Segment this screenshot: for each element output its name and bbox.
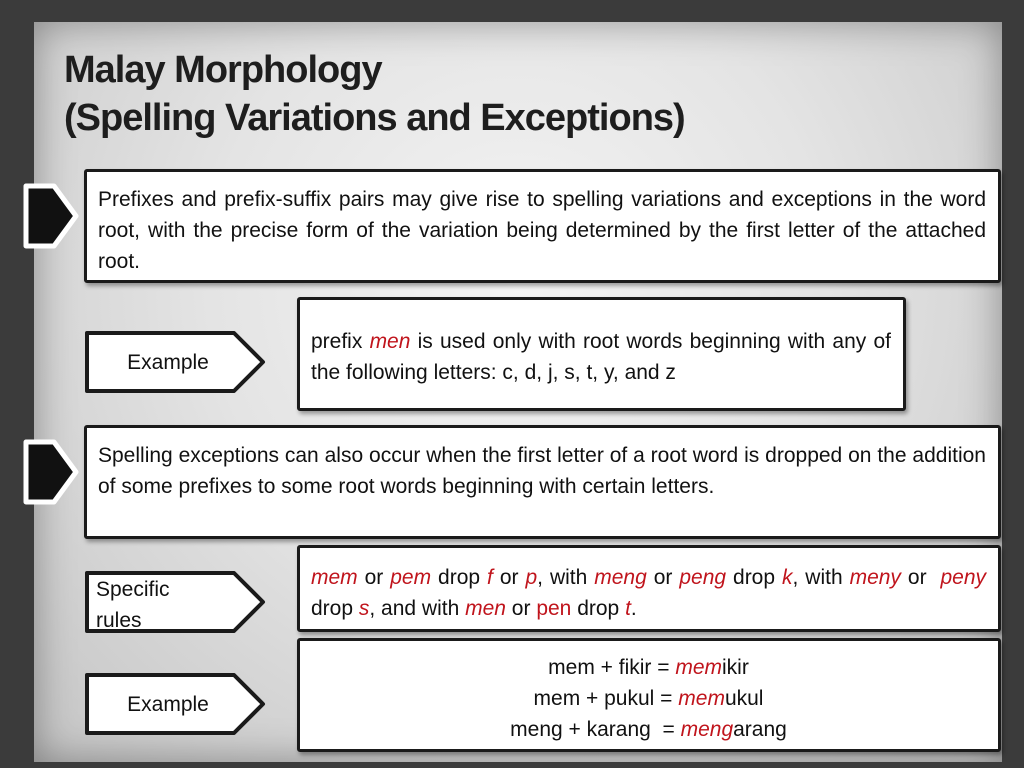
rule-k: k bbox=[782, 566, 793, 589]
rule-text: or bbox=[900, 566, 941, 589]
intro-text-box bbox=[84, 169, 1001, 283]
page-title bbox=[64, 46, 685, 142]
rules-box bbox=[297, 545, 1001, 632]
rule-p: p bbox=[525, 566, 538, 589]
example-label: Example bbox=[127, 351, 209, 374]
rule-text: , with bbox=[537, 566, 595, 589]
example-rest: arang bbox=[733, 718, 787, 741]
example-rest: ukul bbox=[724, 687, 764, 710]
rule-text: , with bbox=[792, 566, 850, 589]
arrow-right-bullet-icon bbox=[22, 182, 80, 250]
title-line-2: (Spelling Variations and Exceptions) bbox=[64, 97, 685, 139]
example-equation: meng + karang = bbox=[510, 718, 681, 741]
example-prefix: meng bbox=[680, 718, 734, 741]
exceptions-text-box bbox=[84, 425, 1001, 539]
example-label: Example bbox=[127, 693, 209, 716]
prefix-men: men bbox=[369, 330, 411, 353]
rule-text: , and with bbox=[369, 597, 466, 620]
rule-text: drop bbox=[431, 566, 488, 589]
example-rest: ikir bbox=[722, 656, 749, 679]
rule-peng: peng bbox=[679, 566, 727, 589]
title-line-1: Malay Morphology bbox=[64, 49, 382, 91]
rule-mem: mem bbox=[311, 566, 358, 589]
rule-text: drop bbox=[571, 597, 626, 620]
example-prefix: mem bbox=[678, 687, 725, 710]
rule-meng: meng bbox=[594, 566, 647, 589]
exceptions-text: Spelling exceptions can also occur when the first letter of a root word is dropped on the addition of some prefixes to some root words beginning with certain letters. bbox=[98, 444, 986, 498]
rule-text: or bbox=[492, 566, 526, 589]
example-line bbox=[311, 652, 986, 683]
example-post: is used only with root words beginning with any of the following letters: c, d, j, s, t, y, and z bbox=[311, 330, 892, 384]
rules-label: Specific rules bbox=[96, 578, 170, 632]
rule-text: . bbox=[630, 597, 637, 620]
rule-t: t bbox=[625, 597, 631, 620]
example-line bbox=[311, 714, 986, 745]
example-prefix: mem bbox=[675, 656, 723, 679]
example-pre: prefix bbox=[311, 330, 370, 353]
example-equation: mem + fikir = bbox=[548, 656, 676, 679]
rule-text: or bbox=[357, 566, 391, 589]
rule-peny: peny bbox=[940, 566, 987, 589]
examples-box bbox=[297, 638, 1001, 752]
example-men-box bbox=[297, 297, 906, 411]
rule-text: or bbox=[646, 566, 680, 589]
rule-f: f bbox=[487, 566, 493, 589]
rule-text: drop bbox=[726, 566, 782, 589]
example-line bbox=[311, 683, 986, 714]
rule-s: s bbox=[358, 597, 370, 620]
rule-text: or bbox=[505, 597, 537, 620]
example-equation: mem + pukul = bbox=[533, 687, 679, 710]
arrow-right-bullet-icon bbox=[22, 438, 80, 506]
rule-men: men bbox=[465, 597, 506, 620]
rule-pem: pem bbox=[390, 566, 432, 589]
rule-meny: meny bbox=[849, 566, 901, 589]
rule-pen: pen bbox=[536, 597, 572, 620]
rule-text: drop bbox=[311, 597, 359, 620]
intro-text: Prefixes and prefix-suffix pairs may give rise to spelling variations and exceptions in the word root, with the precise form of the variation being determined by the first letter of the attached root. bbox=[98, 188, 986, 273]
